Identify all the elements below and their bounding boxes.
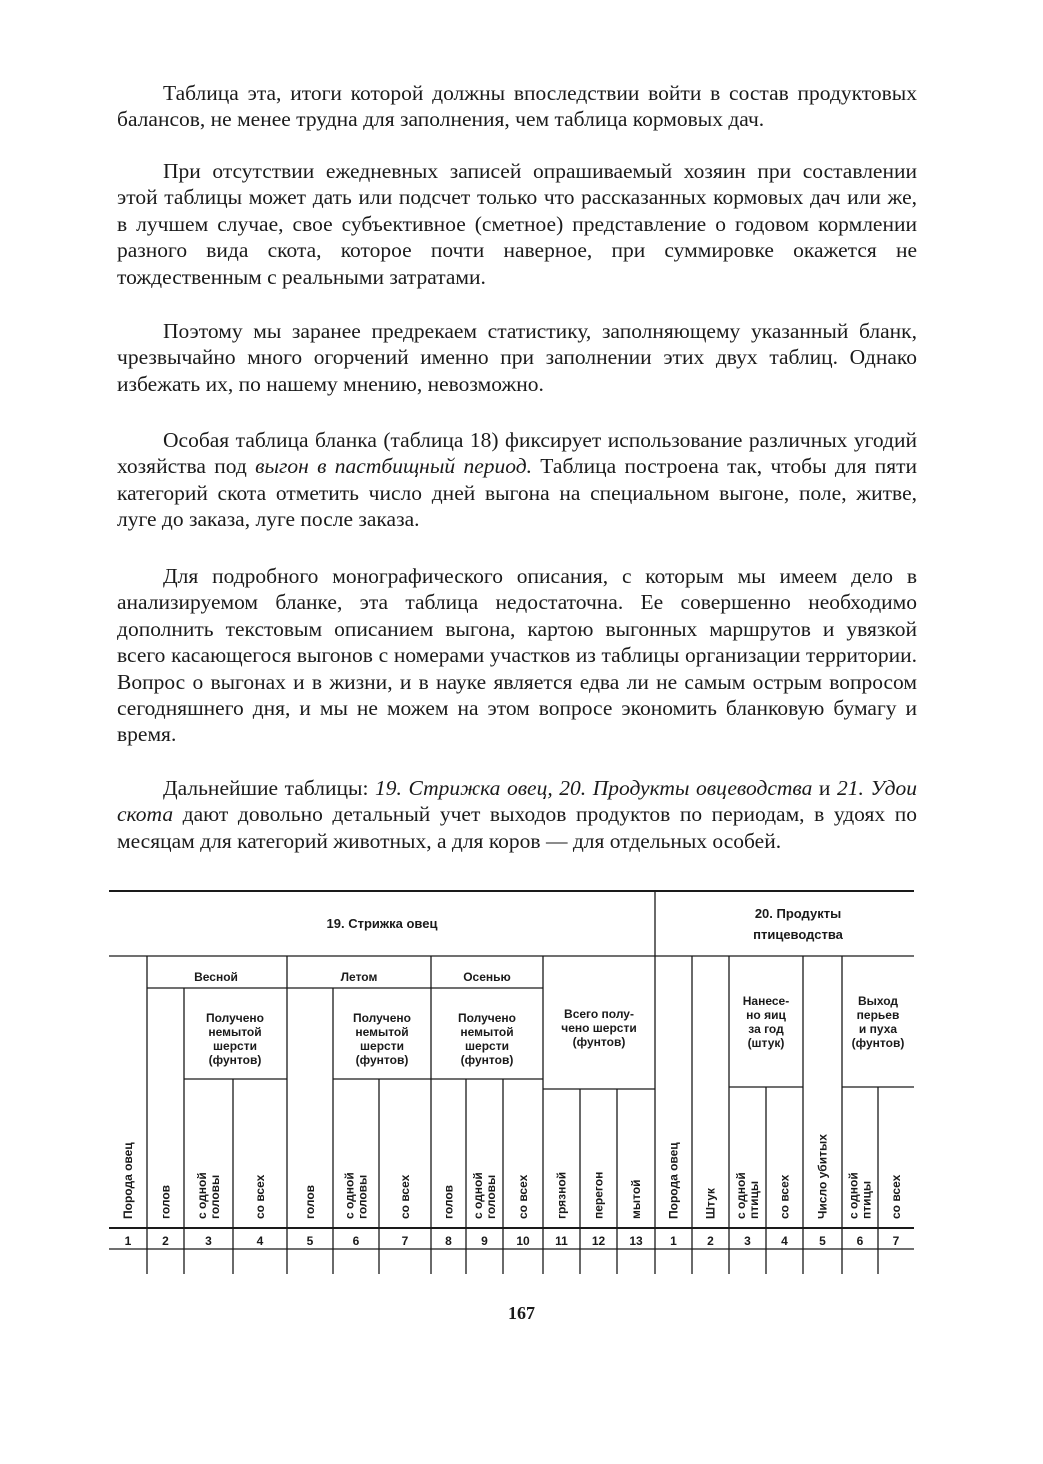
table19-col-10: со всех bbox=[516, 1174, 530, 1219]
svg-text:шерсти: шерсти bbox=[360, 1039, 404, 1053]
table19-colnum: 2 bbox=[162, 1234, 169, 1248]
table19-col-13: мытой bbox=[629, 1179, 643, 1219]
svg-text:Нанесе-: Нанесе- bbox=[742, 994, 790, 1008]
table20-caption-line1: 20. Продукты bbox=[754, 906, 842, 921]
svg-text:но яиц: но яиц bbox=[746, 1008, 786, 1022]
paragraph: Таблица эта, итоги которой должны впоследствии войти в состав продуктовых балансов, не менее трудна для заполнения, чем таблица кормовых дач. bbox=[117, 81, 917, 132]
table19-grid bbox=[147, 956, 655, 1274]
table19-colnum: 3 bbox=[205, 1234, 212, 1248]
table19-col-2: голов bbox=[158, 1184, 173, 1219]
column-headers bbox=[121, 1134, 903, 1219]
paragraph-text: и bbox=[812, 776, 837, 800]
table20-col-6: птицы bbox=[859, 1180, 874, 1219]
svg-text:(фунтов): (фунтов) bbox=[851, 1036, 905, 1050]
table19-col-5: голов bbox=[303, 1184, 317, 1219]
table19-colnum: 4 bbox=[256, 1234, 264, 1248]
paragraph-emphasis: 21. Удои скота bbox=[117, 776, 918, 827]
svg-text:немытой: немытой bbox=[355, 1025, 409, 1039]
table19-colnum: 6 bbox=[352, 1234, 360, 1248]
paragraph-text: дают довольно детальный учет выходов продуктов по периодам, в удоях по месяцам для категорий животных, а для коров — для отдельных особей. bbox=[117, 802, 917, 853]
table19-colnum: 9 bbox=[481, 1234, 488, 1248]
svg-text:шерсти: шерсти bbox=[213, 1039, 257, 1053]
table19-col-8: голов bbox=[441, 1184, 456, 1219]
table19-colnum: 5 bbox=[306, 1234, 314, 1248]
paragraph: При отсутствии ежедневных записей опрашиваемый хозяин при составлении этой таблицы может дать или подсчет только что рассказанных кормовых дач или же, в лучшем случае, свое субъективное (сметное) представление о годовом кормлении разного вида скота, которое почти наверное, при суммировке окажется не тождественным с реальными затратами. bbox=[117, 159, 917, 289]
paragraph-emphasis: выгон в пастбищный период. bbox=[255, 454, 532, 479]
svg-text:немытой: немытой bbox=[460, 1025, 514, 1039]
table19-col-6: головы bbox=[355, 1174, 370, 1219]
svg-text:за год: за год bbox=[748, 1022, 784, 1036]
table20-col-1: Порода овец bbox=[666, 1142, 681, 1219]
paragraph bbox=[117, 427, 917, 533]
table20-colnum: 6 bbox=[856, 1234, 864, 1248]
table20-col-2: Штук bbox=[703, 1188, 718, 1219]
table19-col-4: со всех bbox=[253, 1174, 267, 1219]
page-number: 167 bbox=[508, 1303, 535, 1323]
svg-text:(фунтов): (фунтов) bbox=[460, 1053, 514, 1067]
table20-col-3: птицы bbox=[747, 1180, 761, 1219]
svg-text:и пуха: и пуха bbox=[858, 1022, 898, 1036]
paragraph-text: Таблица построена так, чтобы для пяти категорий скота отметить число дней выгона на специальном выгоне, поле, житве, луге до заказа, луге после заказа. bbox=[117, 454, 918, 532]
svg-text:(фунтов): (фунтов) bbox=[208, 1053, 262, 1067]
table20-col-7: со всех bbox=[889, 1174, 903, 1219]
table19-colnum: 11 bbox=[555, 1234, 568, 1248]
table19-col-breed: Порода овец bbox=[121, 1142, 135, 1219]
table20-col-5: Число убитых bbox=[815, 1134, 830, 1219]
table20-colnum: 1 bbox=[670, 1234, 677, 1248]
table19-colnum: 8 bbox=[445, 1234, 452, 1248]
svg-text:перьев: перьев bbox=[856, 1008, 900, 1022]
paragraph-text: Особая таблица бланка (таблица 18) фиксирует использование различных угодий хозяйства под bbox=[117, 428, 917, 479]
svg-text:Получено: Получено bbox=[205, 1011, 265, 1025]
svg-text:(фунтов): (фунтов) bbox=[572, 1035, 626, 1049]
svg-text:шерсти: шерсти bbox=[465, 1039, 509, 1053]
paragraph bbox=[117, 775, 917, 854]
paragraph-emphasis: 19. Стрижка овец, 20. Продукты овцеводства bbox=[375, 776, 813, 800]
paragraph: Поэтому мы заранее предрекаем статистику, заполняющему указанный бланк, чрезвычайно много огорчений именно при заполнении этих двух таблиц. Однако избежать их, по нашему мнению, невозможно. bbox=[117, 319, 917, 396]
table20-colnum: 5 bbox=[819, 1234, 826, 1248]
table19-colnum: 12 bbox=[591, 1234, 606, 1248]
table20-subheaders bbox=[743, 994, 905, 1050]
table20-colnum: 2 bbox=[707, 1234, 714, 1248]
svg-text:Выход: Выход bbox=[857, 994, 899, 1008]
table19-col-3: с одной bbox=[195, 1172, 209, 1219]
table19-subheaders bbox=[206, 1007, 637, 1067]
table19-col-3: головы bbox=[208, 1174, 222, 1219]
svg-text:Всего полу-: Всего полу- bbox=[564, 1007, 634, 1021]
table20-colnum: 4 bbox=[781, 1234, 788, 1248]
table20-col-3: с одной bbox=[734, 1172, 748, 1219]
paragraph-text: Дальнейшие таблицы: bbox=[163, 776, 375, 800]
table19-group-summer: Летом bbox=[340, 970, 378, 984]
table19-group-autumn: Осенью bbox=[463, 970, 511, 984]
table19-group-spring: Весной bbox=[194, 970, 238, 984]
svg-text:немытой: немытой bbox=[208, 1025, 262, 1039]
table20-caption-line2: птицеводства bbox=[753, 927, 843, 942]
svg-text:(штук): (штук) bbox=[747, 1036, 785, 1050]
table19-col-6: с одной bbox=[342, 1172, 357, 1219]
table20-colnum: 7 bbox=[892, 1234, 900, 1248]
table19-colnum: 1 bbox=[124, 1234, 132, 1248]
svg-text:(фунтов): (фунтов) bbox=[355, 1053, 409, 1067]
column-numbers bbox=[125, 1234, 900, 1248]
table19-caption: 19. Стрижка овец bbox=[326, 916, 438, 931]
svg-text:чено шерсти: чено шерсти bbox=[561, 1021, 637, 1035]
table20-col-6: с одной bbox=[846, 1172, 861, 1219]
svg-text:Получено: Получено bbox=[352, 1011, 412, 1025]
table19-col-11: грязной bbox=[554, 1171, 569, 1219]
table19-col-7: со всех bbox=[398, 1174, 412, 1219]
paragraph: Для подробного монографического описания, с которым мы имеем дело в анализируемом бланке, эта таблица недостаточна. Ее совершенно необходимо дополнить текстовым описанием выгона, картою выгонных маршрутов и увязкой всего касающегося выгонов с номерами участков из таблицы организации территории. Вопрос о выгонах и в жизни, и в науке является едва ли не самым острым вопросом сегодняшнего дня, и мы не можем на этом вопросе экономить бланковую бумагу и время. bbox=[117, 564, 917, 747]
table20-colnum: 3 bbox=[744, 1234, 751, 1248]
table20-col-4: со всех bbox=[777, 1174, 792, 1219]
table19-colnum: 10 bbox=[516, 1234, 530, 1248]
svg-text:Получено: Получено bbox=[457, 1011, 517, 1025]
forms-tables bbox=[109, 889, 914, 1285]
table19-colnum: 7 bbox=[401, 1234, 409, 1248]
table19-col-12: перегон bbox=[591, 1171, 606, 1219]
table19-col-9: головы bbox=[484, 1174, 498, 1219]
table19-col-9: с одной bbox=[471, 1172, 485, 1219]
table19-colnum: 13 bbox=[629, 1234, 643, 1248]
